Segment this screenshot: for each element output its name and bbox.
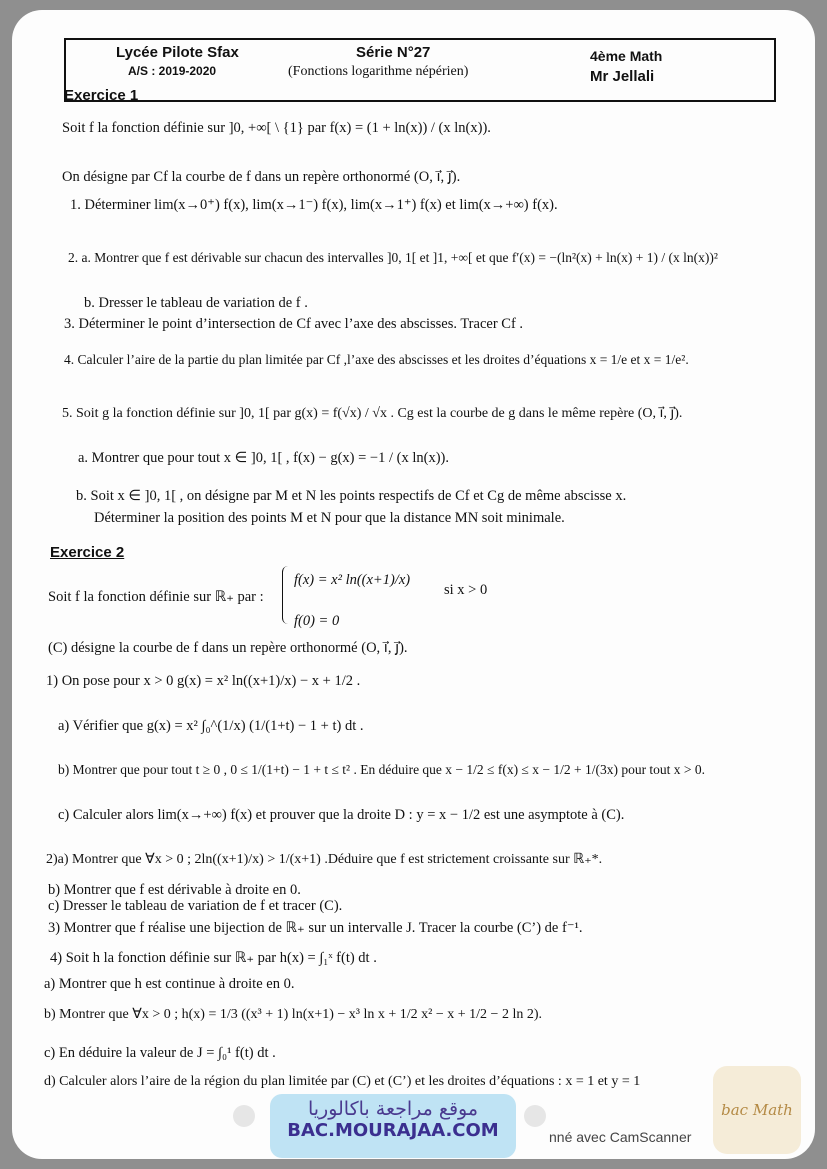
ex2-q1c: c) Calculer alors lim(x→+∞) f(x) et prouver que la droite D : y = x − 1/2 est une asymptote à (C).: [58, 807, 625, 823]
site-banner[interactable]: [270, 1094, 516, 1158]
school-name: Lycée Pilote Sfax: [116, 44, 239, 61]
document-page: [12, 10, 815, 1159]
ex2-q2b: b) Montrer que f est dérivable à droite en 0.: [48, 882, 301, 898]
book-icon-left: [233, 1105, 255, 1127]
brace: [282, 566, 291, 624]
serie-title: Série N°27: [356, 44, 431, 61]
exercise-2-title: Exercice 2: [50, 544, 125, 561]
ex2-curve: (C) désigne la courbe de f dans un repère orthonormé (O, i⃗, j⃗).: [48, 640, 408, 656]
site-url[interactable]: BAC.MOURAJAA.COM: [287, 1120, 499, 1141]
site-arabic-name: موقع مراجعة باكالوريا: [307, 1098, 479, 1120]
ex2-q1a: a) Vérifier que g(x) = x² ∫₀^(1/x) (1/(1+t) − 1 + t) dt .: [58, 718, 364, 734]
ex1-definition: Soit f la fonction définie sur ]0, +∞[ \ {1} par f(x) = (1 + ln(x)) / (x ln(x)).: [62, 120, 491, 136]
ex2-q1: 1) On pose pour x > 0 g(x) = x² ln((x+1)/x) − x + 1/2 .: [46, 673, 361, 689]
ex2-q2a: 2)a) Montrer que ∀x > 0 ; 2ln((x+1)/x) > 1/(x+1) .Déduire que f est strictement croissante sur ℝ₊*.: [46, 852, 603, 867]
ex2-q4b: b) Montrer que ∀x > 0 ; h(x) = 1/3 ((x³ + 1) ln(x+1) − x³ ln x + 1/2 x² − x + 1/2 − 2 ln 2).: [44, 1007, 543, 1022]
ex1-q5b-line2: Déterminer la position des points M et N pour que la distance MN soit minimale.: [94, 510, 565, 526]
ex1-curve: On désigne par Cf la courbe de f dans un repère orthonormé (O, i⃗, j⃗).: [62, 169, 461, 185]
ex2-q4d: d) Calculer alors l’aire de la région du plan limitée par (C) et (C’) et les droites d’équations : x = 1 et y = 1: [44, 1074, 641, 1089]
school-year: A/S : 2019-2020: [128, 64, 217, 78]
ex1-q3: 3. Déterminer le point d’intersection de Cf avec l’axe des abscisses. Tracer Cf .: [64, 316, 524, 332]
ex2-q1b: b) Montrer que pour tout t ≥ 0 , 0 ≤ 1/(1+t) − 1 + t ≤ t² . En déduire que x − 1/2 ≤ f(x) ≤ x − 1/2 + 1/(3x) pour tout x > 0.: [58, 762, 706, 777]
book-icon-right: [524, 1105, 546, 1127]
ex2-q4c: c) En déduire la valeur de J = ∫₀¹ f(t) dt .: [44, 1045, 276, 1061]
ex1-q2b: b. Dresser le tableau de variation de f .: [84, 295, 308, 311]
ex1-q2a: 2. a. Montrer que f est dérivable sur chacun des intervalles ]0, 1[ et ]1, +∞[ et que f′(x) = −(ln²(x) + ln(x) + 1) / (x ln(x))²: [68, 250, 718, 265]
ex2-def-case1: f(x) = x² ln((x+1)/x): [294, 572, 411, 588]
ex2-def-lead: Soit f la fonction définie sur ℝ₊ par :: [48, 589, 264, 605]
ex1-q5b-line1: b. Soit x ∈ ]0, 1[ , on désigne par M et N les points respectifs de Cf et Cg de même abscisse x.: [76, 488, 627, 504]
ex2-q2c: c) Dresser le tableau de variation de f et tracer (C).: [48, 898, 343, 914]
ex1-q5a: a. Montrer que pour tout x ∈ ]0, 1[ , f(x) − g(x) = −1 / (x ln(x)).: [78, 450, 449, 466]
ex2-def-cond: si x > 0: [444, 582, 488, 598]
serie-subject: (Fonctions logarithme népérien): [288, 64, 469, 79]
ex2-q4a: a) Montrer que h est continue à droite en 0.: [44, 976, 295, 992]
ex1-q1: 1. Déterminer lim(x→0⁺) f(x), lim(x→1⁻) f(x), lim(x→1⁺) f(x) et lim(x→+∞) f(x).: [70, 197, 558, 213]
ex2-def-case2: f(0) = 0: [294, 613, 340, 629]
ex1-q4: 4. Calculer l’aire de la partie du plan limitée par Cf ,l’axe des abscisses et les droites d’équations x = 1/e et x = 1/e².: [64, 352, 689, 367]
class-label: 4ème Math: [590, 48, 663, 64]
header-box: [64, 38, 776, 102]
scanner-watermark: nné avec CamScanner: [549, 1129, 692, 1145]
ex1-q5: 5. Soit g la fonction définie sur ]0, 1[ par g(x) = f(√x) / √x . Cg est la courbe de g dans le même repère (O, i⃗, j⃗).: [62, 406, 683, 421]
ex2-q3: 3) Montrer que f réalise une bijection de ℝ₊ sur un intervalle J. Tracer la courbe (C’) de f⁻¹.: [48, 920, 583, 936]
ex2-q4: 4) Soit h la fonction définie sur ℝ₊ par h(x) = ∫₁ˣ f(t) dt .: [50, 950, 377, 966]
bac-math-logo: bac Math: [713, 1066, 801, 1154]
exercise-1-title: Exercice 1: [64, 87, 139, 104]
teacher-name: Mr Jellali: [590, 68, 655, 85]
